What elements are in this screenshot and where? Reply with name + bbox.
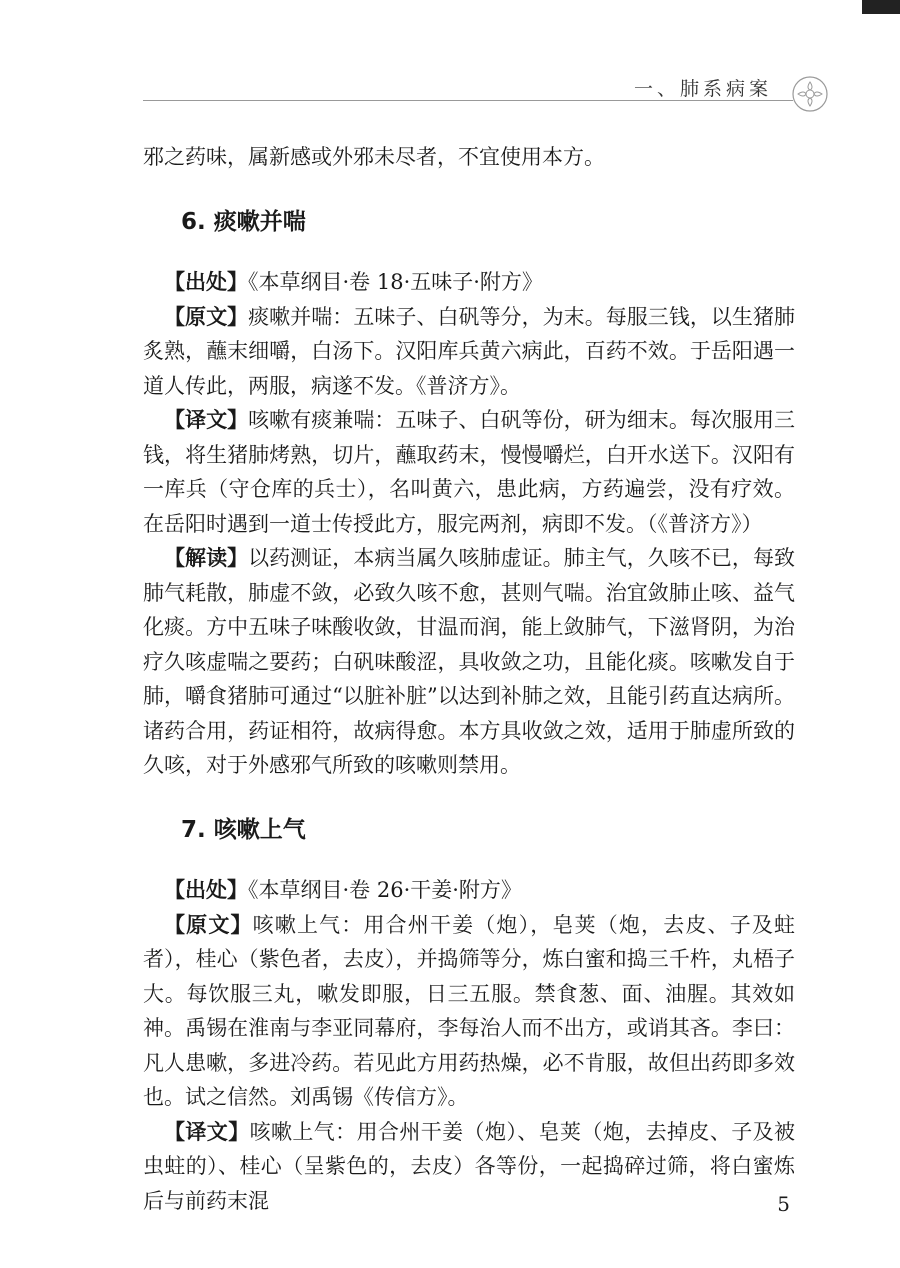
source-line — [143, 265, 795, 300]
translation-text: 咳嗽上气：用合州干姜（炮）、皂荚（炮，去掉皮、子及被虫蛀的）、桂心（呈紫色的，去皮）各等份，一起捣碎过筛，将白蜜炼后与前药末混 — [143, 1119, 796, 1213]
interpretation-text: 以药测证，本病当属久咳肺虚证。肺主气，久咳不已，每致肺气耗散，肺虚不敛，必致久咳不愈，甚则气喘。治宜敛肺止咳、益气化痰。方中五味子味酸收敛，甘温而润，能上敛肺气，下滋肾阴，为治疗久咳虚喘之要药；白矾味酸涩，具收敛之功，且能化痰。咳嗽发自于肺，嚼食猪肺可通过“以脏补脏”以达到补肺之效，且能引药直达病所。诸药合用，药证相符，故病得愈。本方具收敛之效，适用于肺虚所致的久咳，对于外感邪气所致的咳嗽则禁用。 — [143, 546, 796, 777]
translation-text: 咳嗽有痰兼喘：五味子、白矾等份，研为细末。每次服用三钱，将生猪肺烤熟，切片，蘸取药末，慢慢嚼烂，白开水送下。汉阳有一库兵（守仓库的兵士），名叫黄六，患此病，方药遍尝，没有疗效。在岳阳时遇到一道士传授此方，服完两剂，病即不发。（《普济方》） — [143, 408, 796, 536]
source-text: 《本草纲目·卷 18·五味子·附方》 — [248, 270, 543, 294]
interpretation-label: 【解读】 — [164, 546, 249, 570]
original-text: 痰嗽并喘：五味子、白矾等分，为末。每服三钱，以生猪肺炙熟，蘸末细嚼，白汤下。汉阳库兵黄六病此，百药不效。于岳阳遇一道人传此，两服，病遂不发。《普济方》。 — [143, 304, 796, 398]
corner-tab — [862, 0, 900, 14]
section-6 — [143, 205, 795, 783]
page-body — [143, 140, 795, 1218]
section-7 — [143, 813, 795, 1219]
section-heading: 6. 痰嗽并喘 — [181, 208, 306, 235]
translation-paragraph — [143, 1115, 795, 1219]
translation-label: 【译文】 — [164, 408, 249, 432]
carryover-text: 邪之药味，属新感或外邪未尽者，不宜使用本方。 — [143, 145, 605, 169]
page-number: 5 — [777, 1192, 790, 1216]
original-paragraph — [143, 908, 795, 1115]
interpretation-paragraph — [143, 541, 795, 783]
flower-ornament-icon — [790, 74, 830, 114]
original-text: 咳嗽上气：用合州干姜（炮），皂荚（炮，去皮、子及蛀者），桂心（紫色者，去皮），并捣筛等分，炼白蜜和捣三千杵，丸梧子大。每饮服三丸，嗽发即服，日三五服。禁食葱、面、油腥。其效如神。禹锡在淮南与李亚同幕府，李每治人而不出方，或诮其吝。李曰：凡人患嗽，多进冷药。若见此方用药热燥，必不肯服，故但出药即多效也。试之信然。刘禹锡《传信方》。 — [143, 912, 796, 1109]
original-label: 【原文】 — [164, 912, 253, 937]
section-heading: 7. 咳嗽上气 — [181, 816, 306, 843]
source-label: 【出处】 — [164, 270, 248, 294]
header-rule — [143, 100, 793, 101]
translation-paragraph — [143, 403, 795, 541]
original-label: 【原文】 — [164, 304, 249, 329]
source-line — [143, 873, 795, 908]
original-paragraph — [143, 300, 795, 404]
translation-label: 【译文】 — [164, 1119, 250, 1144]
source-label: 【出处】 — [164, 878, 248, 902]
running-header: 一、肺系病案 — [633, 78, 772, 100]
source-text: 《本草纲目·卷 26·干姜·附方》 — [248, 878, 522, 902]
